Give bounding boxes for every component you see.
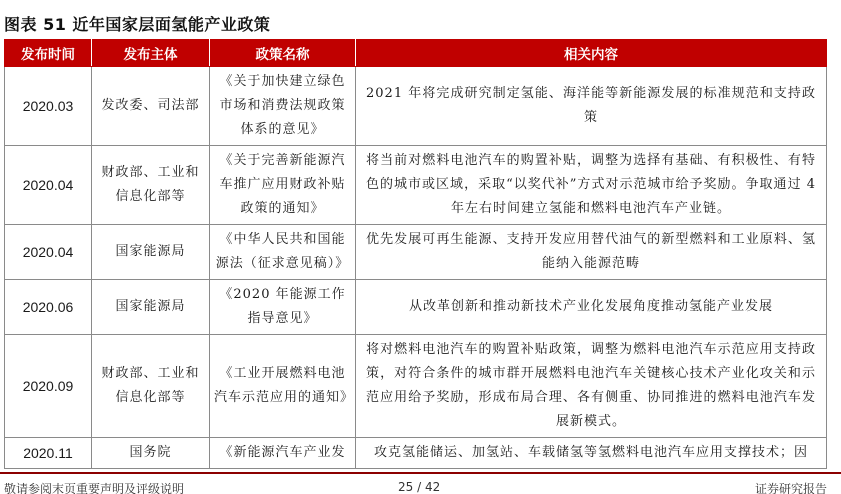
cell-policy: 《关于完善新能源汽车推广应用财政补贴政策的通知》	[210, 146, 356, 225]
table-row	[5, 146, 827, 225]
cell-issuer: 财政部、工业和信息化部等	[92, 146, 210, 225]
footer-disclaimer: 敬请参阅末页重要声明及评级说明	[4, 482, 185, 494]
cell-date: 2020.03	[5, 67, 92, 146]
header-policy: 政策名称	[210, 40, 356, 67]
cell-policy: 《新能源汽车产业发	[210, 438, 356, 469]
cell-content: 优先发展可再生能源、支持开发应用替代油气的新型燃料和工业原料、氢能纳入能源范畴	[356, 225, 827, 280]
page-title: 图表 51 近年国家层面氢能产业政策	[4, 15, 271, 34]
cell-content: 从改革创新和推动新技术产业化发展角度推动氢能产业发展	[356, 280, 827, 335]
policy-table	[4, 39, 827, 469]
cell-policy: 《工业开展燃料电池汽车示范应用的通知》	[210, 335, 356, 438]
cell-content: 将对燃料电池汽车的购置补贴政策，调整为燃料电池汽车示范应用支持政策，对符合条件的城市群开展燃料电池汽车关键核心技术产业化攻关和示范应用给予奖励，形成布局合理、各有侧重、协同推进的燃料电池汽车发展新模式。	[356, 335, 827, 438]
header-content: 相关内容	[356, 40, 827, 67]
table-row	[5, 438, 827, 469]
cell-issuer: 财政部、工业和信息化部等	[92, 335, 210, 438]
table-header-row	[5, 40, 827, 67]
table-row	[5, 67, 827, 146]
cell-content: 将当前对燃料电池汽车的购置补贴，调整为选择有基础、有积极性、有特色的城市或区域，采取“以奖代补”方式对示范城市给予奖励。争取通过 4 年左右时间建立氢能和燃料电池汽车产业链。	[356, 146, 827, 225]
cell-date: 2020.09	[5, 335, 92, 438]
cell-issuer: 国家能源局	[92, 225, 210, 280]
page-number: 25 / 42	[398, 480, 441, 494]
cell-policy: 《关于加快建立绿色市场和消费法规政策体系的意见》	[210, 67, 356, 146]
table-row	[5, 225, 827, 280]
cell-issuer: 发改委、司法部	[92, 67, 210, 146]
cell-content: 2021 年将完成研究制定氢能、海洋能等新能源发展的标准规范和支持政策	[356, 67, 827, 146]
footer-report-label: 证券研究报告	[755, 482, 828, 494]
cell-issuer: 国家能源局	[92, 280, 210, 335]
cell-policy: 《2020 年能源工作指导意见》	[210, 280, 356, 335]
header-issuer: 发布主体	[92, 40, 210, 67]
cell-issuer: 国务院	[92, 438, 210, 469]
table-row	[5, 335, 827, 438]
cell-date: 2020.06	[5, 280, 92, 335]
cell-content: 攻克氢能储运、加氢站、车载储氢等氢燃料电池汽车应用支撑技术；因	[356, 438, 827, 469]
table-row	[5, 280, 827, 335]
cell-date: 2020.11	[5, 438, 92, 469]
footer-divider	[0, 472, 841, 474]
header-date: 发布时间	[5, 40, 92, 67]
cell-date: 2020.04	[5, 146, 92, 225]
cell-date: 2020.04	[5, 225, 92, 280]
cell-policy: 《中华人民共和国能源法（征求意见稿）》	[210, 225, 356, 280]
